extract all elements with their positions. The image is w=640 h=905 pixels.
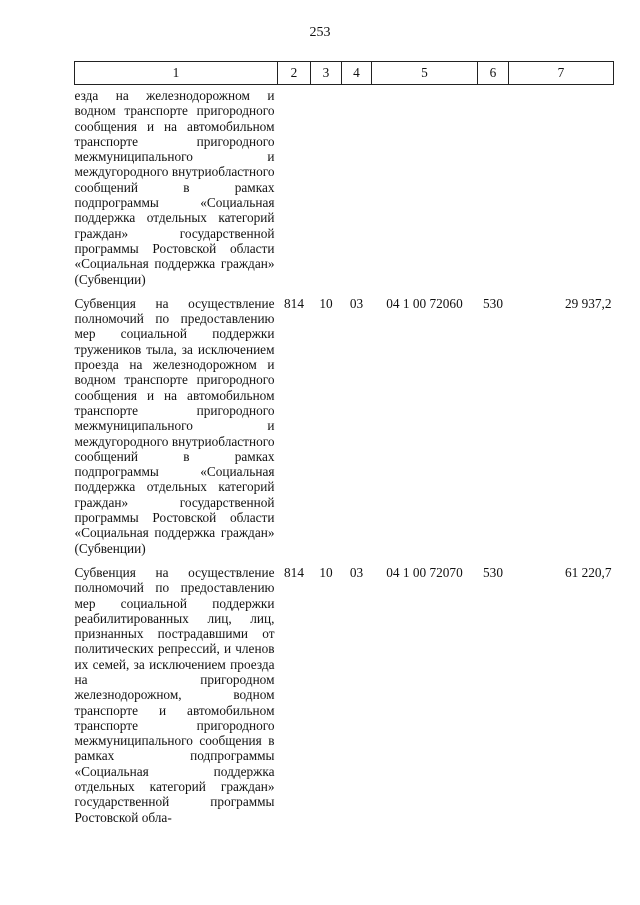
row-subsection (342, 85, 372, 287)
row-description: Субвенция на осуществление полномочий по предоставлению мер социальной поддержки реабилитированных лиц, лиц, признанных пострадавшими от политических репрессий, и членов их семей, за исключением проезда на пригородном железнодорожном, водном транспорте и автомобильном транспорте пригородного межмуниципального сообщения в рамках подпрограммы «Социальная поддержка отдельных категорий граждан» государственной программы Ростовской обла- (74, 564, 275, 825)
page-number: 253 (309, 25, 331, 40)
row-spacer (75, 556, 614, 565)
row-admin-code: 814 (284, 295, 304, 311)
row-description: Субвенция на осуществление полномочий по предоставлению мер социальной поддержки тружеников тыла, за исключением проезда на железнодорожном и водном транспорте пригородного сообщения и на автомобильном транспорте пригородного межмуниципального и междугородного внутриобластного сообщений в рамках подпрограммы «Социальная поддержка отдельных категорий граждан» государственной программы Ростовской области «Социальная поддержка граждан» (Субвенции) (74, 295, 275, 556)
budget-table (74, 61, 614, 825)
row-expense-type (478, 85, 509, 287)
row-subsection: 03 (349, 564, 364, 580)
row-amount: 29 937,2 (564, 295, 612, 311)
row-spacer (75, 287, 614, 296)
column-header: 7 (509, 62, 614, 85)
row-target-article: 04 1 00 72070 (386, 564, 463, 580)
row-subsection: 03 (349, 295, 364, 311)
table-row (75, 565, 614, 825)
column-header: 5 (372, 62, 478, 85)
row-admin-code: 814 (284, 564, 304, 580)
row-section: 10 (319, 295, 333, 311)
column-header: 6 (478, 62, 509, 85)
row-admin-code (278, 85, 311, 287)
column-header: 3 (311, 62, 342, 85)
row-section: 10 (319, 564, 333, 580)
row-amount (509, 85, 614, 287)
row-amount: 61 220,7 (564, 564, 612, 580)
column-header: 4 (342, 62, 372, 85)
row-target-article (372, 85, 478, 287)
row-description: езда на железнодорожном и водном транспорте пригородного сообщения и на автомобильном транспорте пригородного межмуниципального и междугородного внутриобластного сообщений в рамках подпрограммы «Социальная поддержка отдельных категорий граждан» государственной программы Ростовской области «Социальная поддержка граждан» (Субвенции) (74, 88, 275, 287)
row-expense-type: 530 (483, 564, 503, 580)
table-row (75, 296, 614, 556)
table-row (75, 85, 614, 287)
row-section (311, 85, 342, 287)
table-header-row (75, 62, 614, 85)
row-target-article: 04 1 00 72060 (386, 295, 463, 311)
row-expense-type: 530 (483, 295, 503, 311)
column-header: 1 (75, 62, 278, 85)
column-header: 2 (278, 62, 311, 85)
